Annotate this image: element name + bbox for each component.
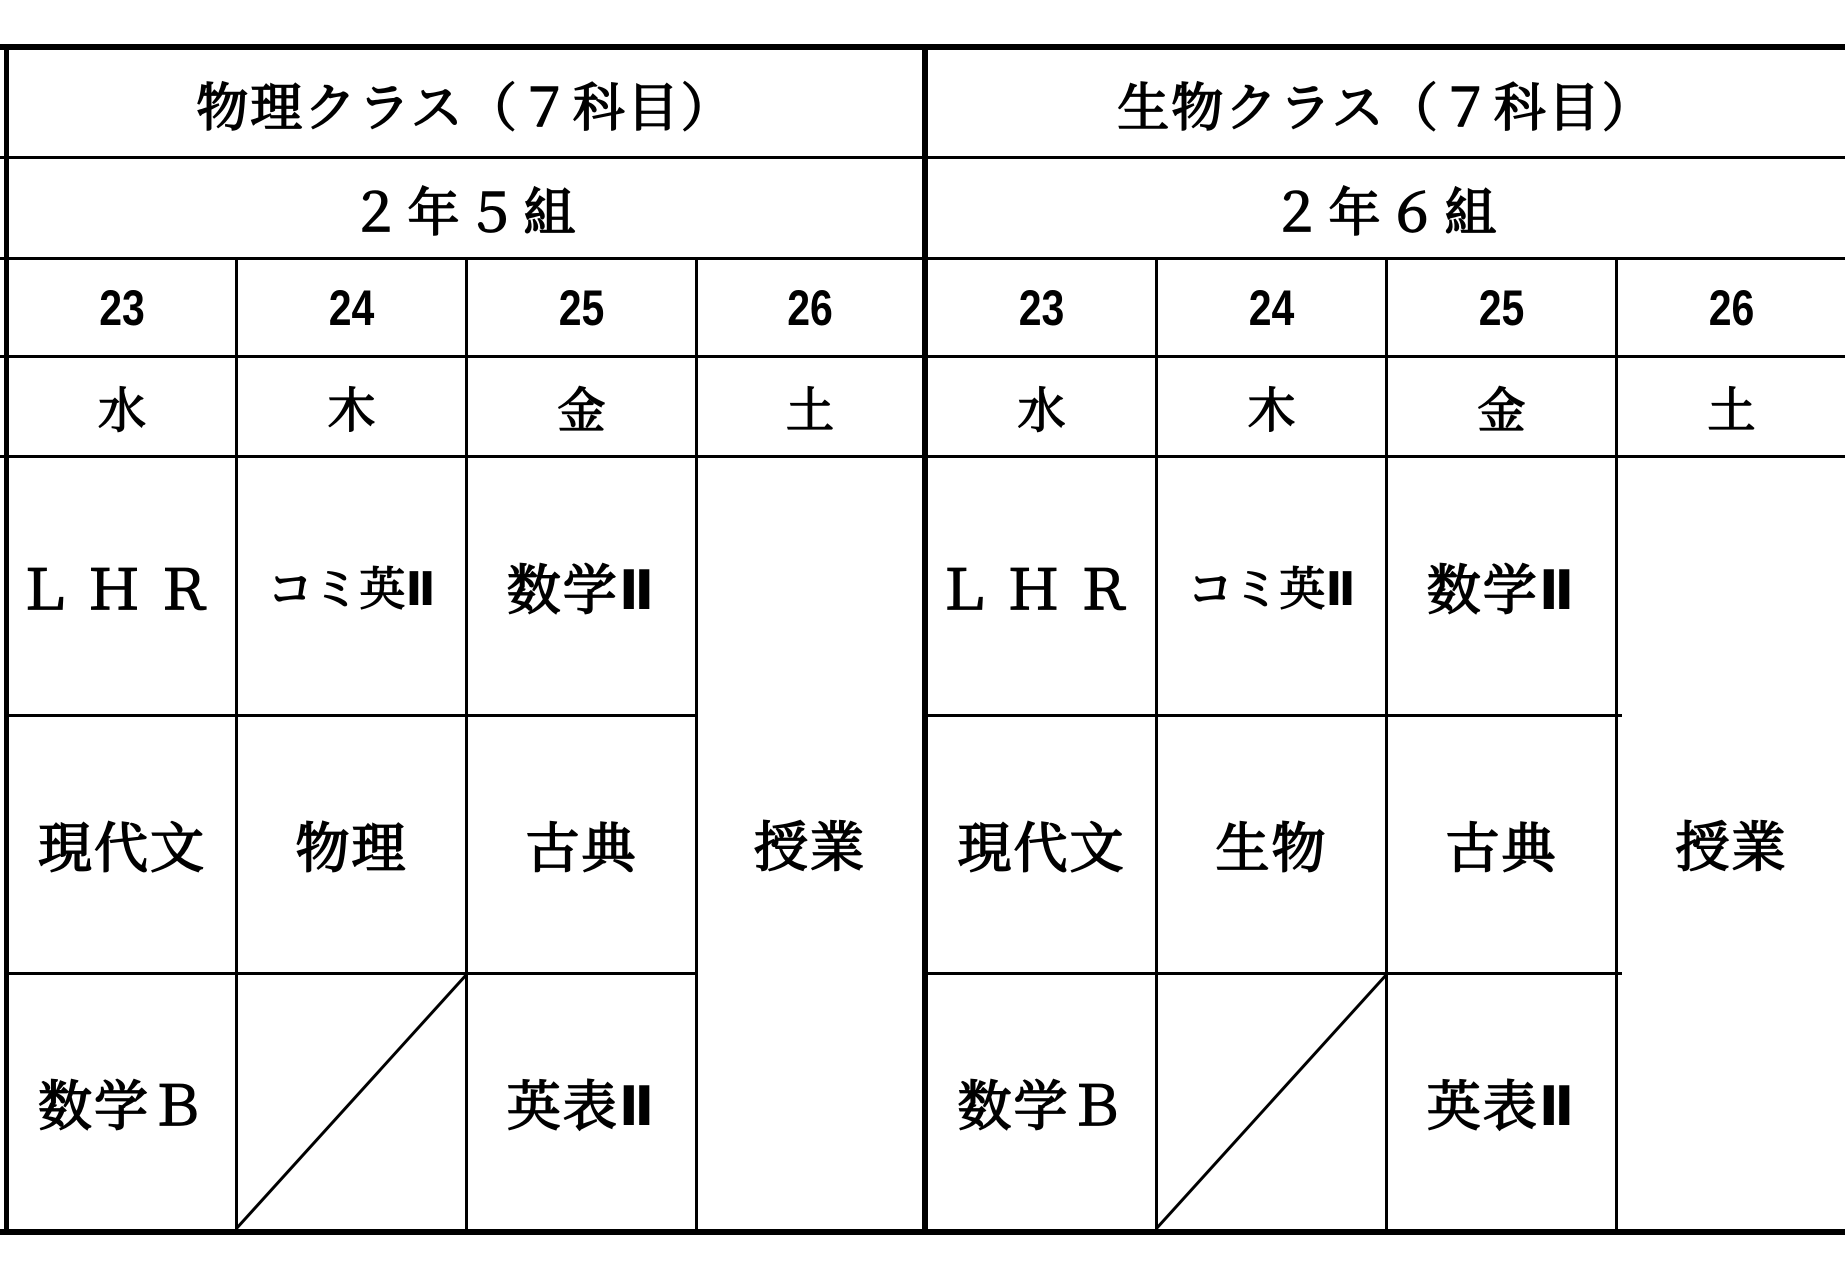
weekday-cell: 木: [1247, 383, 1296, 439]
date-cell: 24: [1248, 279, 1295, 336]
date-cell: 23: [1018, 279, 1065, 336]
subject-cell: 古典: [525, 817, 638, 880]
weekday-cell: 土: [1707, 383, 1756, 439]
subject-cell: 生物: [1215, 817, 1328, 880]
subject-cell: 現代文: [38, 817, 206, 880]
subject-cell: 数学Ⅱ: [1426, 558, 1577, 622]
weekday-cell: 土: [785, 383, 834, 439]
subject-cell: ＬＨＲ: [17, 558, 227, 622]
blank-slot-diagonal: [1155, 973, 1388, 1231]
subject-cell: ＬＨＲ: [936, 558, 1147, 622]
blank-slot-diagonal: [235, 973, 468, 1231]
class-group: ２年５組: [349, 183, 582, 244]
class-group: ２年６組: [1270, 183, 1503, 244]
class-panel-biology: [925, 44, 1845, 1229]
class-title: 物理クラス（７科目）: [196, 78, 735, 139]
date-cell: 25: [1478, 279, 1525, 336]
subject-cell: コミ英Ⅱ: [1187, 562, 1356, 616]
weekday-cell: 金: [1477, 383, 1526, 439]
weekday-cell: 水: [97, 383, 146, 439]
subject-cell: 英表Ⅱ: [506, 1074, 657, 1138]
class-title: 生物クラス（７科目）: [1117, 78, 1656, 139]
subject-cell: 物理: [295, 817, 408, 880]
date-cell: 23: [99, 279, 145, 336]
date-cell: 24: [328, 279, 375, 336]
date-cell: 25: [558, 279, 605, 336]
subject-cell: 英表Ⅱ: [1426, 1074, 1577, 1138]
subject-cell: 数学Ｂ: [957, 1074, 1126, 1138]
weekday-cell: 木: [327, 383, 376, 439]
saturday-subject-cell: 授業: [1675, 816, 1788, 879]
class-panel-physics: [0, 44, 920, 1229]
date-cell: 26: [1708, 279, 1755, 336]
weekday-cell: 金: [557, 383, 606, 439]
subject-cell: コミ英Ⅱ: [267, 562, 436, 616]
subject-cell: 数学Ⅱ: [506, 558, 657, 622]
saturday-subject-cell: 授業: [754, 816, 866, 879]
subject-cell: 数学Ｂ: [38, 1074, 206, 1138]
subject-cell: 現代文: [957, 817, 1126, 880]
weekday-cell: 水: [1017, 383, 1066, 439]
subject-cell: 古典: [1445, 817, 1558, 880]
date-cell: 26: [787, 279, 833, 336]
